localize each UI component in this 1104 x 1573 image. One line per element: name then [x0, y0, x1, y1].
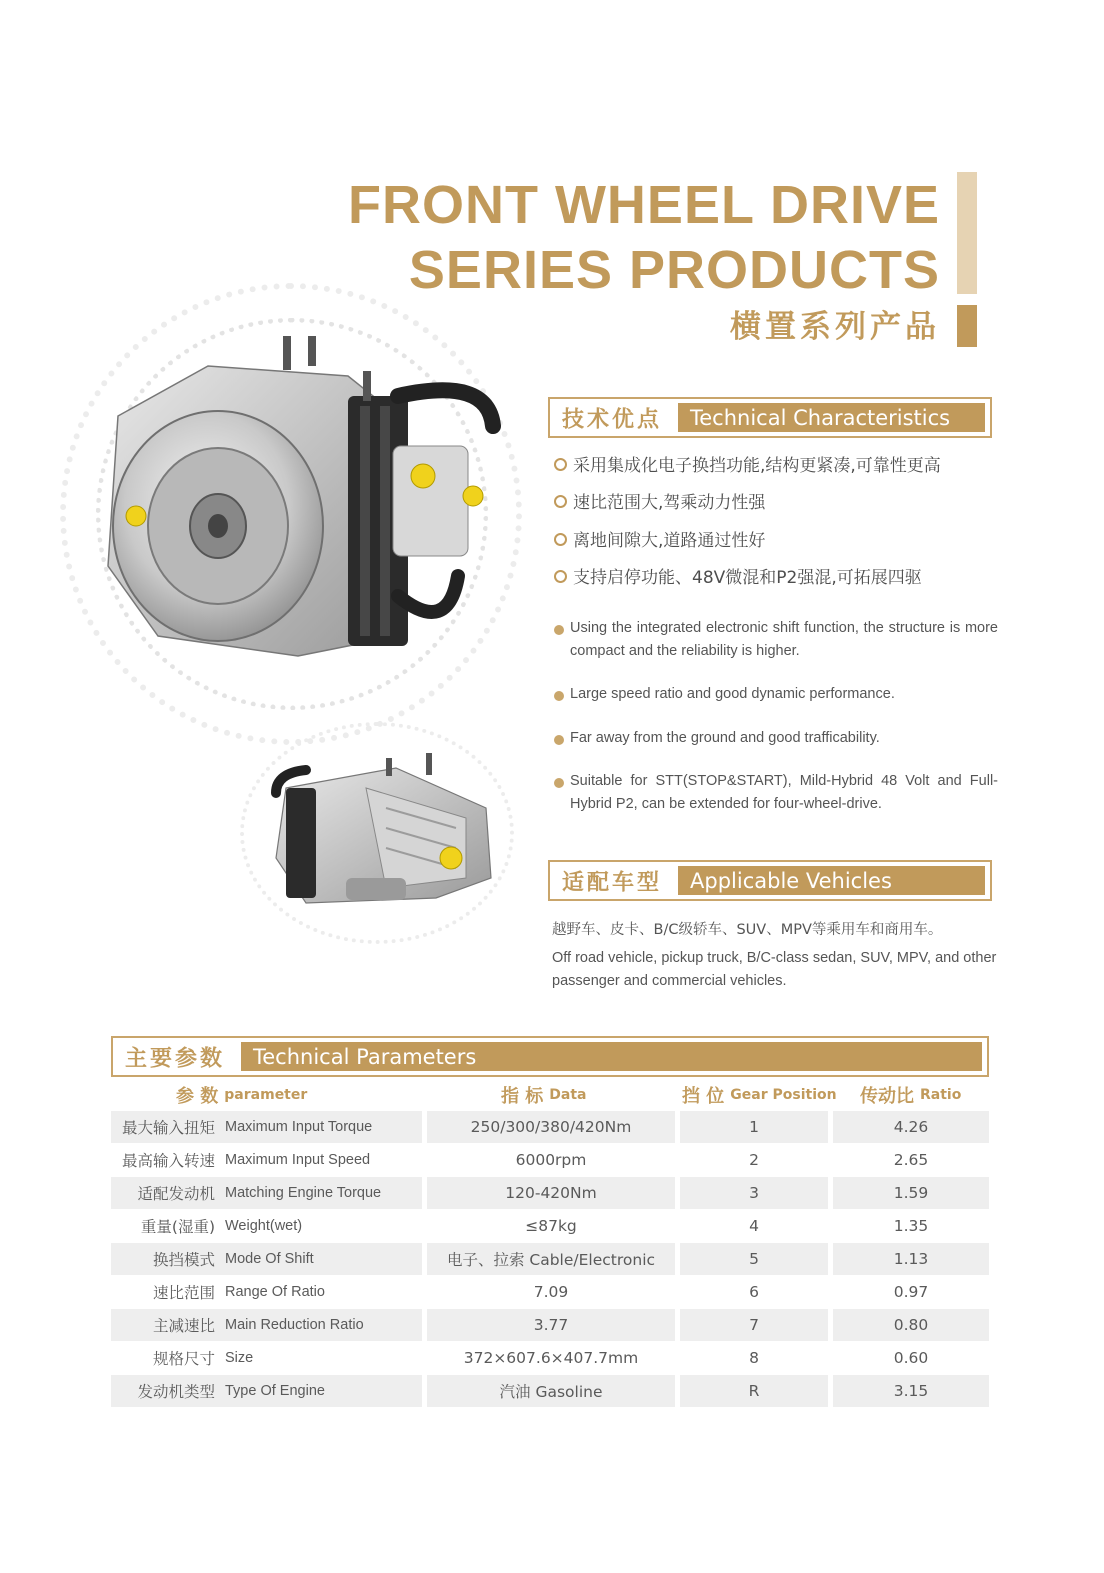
parameter-cell: 最高输入转速 Maximum Input Speed [121, 1152, 371, 1170]
ratio-cell: 4.26 [833, 1111, 989, 1143]
parameter-cell: 发动机类型 Type Of Engine [111, 1375, 422, 1407]
gear-cell: R [680, 1375, 828, 1407]
en-point-3: Far away from the ground and good trafficability. [554, 727, 998, 750]
title-cn-accent-bar [957, 305, 977, 347]
transmission-product-image-2 [266, 748, 496, 912]
parameter-cell: 速比范围 Range Of Ratio [152, 1284, 325, 1302]
en-point-1: Using the integrated electronic shift function, the structure is more compact and the reliability is higher. [554, 617, 998, 663]
gear-cell: 2 [749, 1151, 759, 1169]
ratio-cell: 1.13 [833, 1243, 989, 1275]
table-row [111, 1375, 989, 1407]
table-row [111, 1111, 989, 1143]
table-row [111, 1309, 989, 1341]
data-cell: 3.77 [427, 1309, 675, 1341]
title-accent-bar [957, 172, 977, 294]
ratio-cell: 0.80 [833, 1309, 989, 1341]
ratio-cell: 1.59 [833, 1177, 989, 1209]
title-line-1: FRONT WHEEL DRIVE [347, 175, 940, 235]
table-row [111, 1342, 989, 1374]
applicable-vehicles-header [548, 860, 992, 901]
title-line-2: SERIES PRODUCTS [408, 240, 940, 300]
gear-cell: 7 [680, 1309, 828, 1341]
ring-bullet-icon [554, 458, 567, 471]
data-cell: 6000rpm [515, 1151, 587, 1169]
parameter-cell: 重量(湿重) Weight(wet) [140, 1218, 303, 1236]
tech-characteristics-header-cn: 技术优点 [562, 407, 663, 432]
data-cell: 电子、拉索 Cable/Electronic [427, 1243, 675, 1275]
gear-cell: 6 [749, 1283, 759, 1301]
table-row [111, 1243, 989, 1275]
ring-bullet-icon [554, 533, 567, 546]
gear-cell: 8 [749, 1349, 759, 1367]
parameter-cell: 适配发动机 Matching Engine Torque [111, 1177, 422, 1209]
cn-point-1: 采用集成化电子换挡功能,结构更紧凑,可靠性更高 [554, 458, 941, 475]
ring-bullet-icon [554, 495, 567, 508]
parameter-cell: 换挡模式 Mode Of Shift [111, 1243, 422, 1275]
title-cn: 横置系列产品 [730, 309, 940, 345]
parameter-cell: 最大输入扭矩 Maximum Input Torque [111, 1111, 422, 1143]
column-header-gear: 挡 位 Gear Position [682, 1086, 837, 1107]
data-cell: 汽油 Gasoline [427, 1375, 675, 1407]
data-cell: 250/300/380/420Nm [427, 1111, 675, 1143]
cn-point-3: 离地间隙大,道路通过性好 [554, 533, 765, 550]
table-row [111, 1276, 989, 1308]
data-cell: 7.09 [533, 1283, 569, 1301]
table-row [111, 1210, 989, 1242]
column-header-ratio: 传动比 Ratio [860, 1086, 962, 1107]
dot-bullet-icon [554, 691, 564, 701]
tech-characteristics-header-en: Technical Characteristics [678, 403, 985, 432]
ratio-cell: 0.60 [893, 1349, 929, 1367]
cn-point-4: 支持启停功能、48V微混和P2强混,可拓展四驱 [554, 570, 922, 587]
cn-point-2: 速比范围大,驾乘动力性强 [554, 495, 765, 512]
applicable-vehicles-en: Off road vehicle, pickup truck, B/C-class sedan, SUV, MPV, and other passenger and commercial vehicles. [552, 950, 997, 989]
parameter-cell: 主减速比 Main Reduction Ratio [111, 1309, 422, 1341]
en-point-2: Large speed ratio and good dynamic performance. [554, 683, 998, 706]
applicable-vehicles-cn: 越野车、皮卡、B/C级轿车、SUV、MPV等乘用车和商用车。 [552, 922, 943, 938]
applicable-vehicles-header-en: Applicable Vehicles [678, 866, 985, 895]
parameter-cell: 规格尺寸 Size [152, 1350, 254, 1368]
gear-cell: 1 [680, 1111, 828, 1143]
technical-parameters-header [111, 1036, 989, 1077]
gear-cell: 5 [680, 1243, 828, 1275]
data-cell: 372×607.6×407.7mm [463, 1349, 639, 1367]
technical-parameters-header-cn: 主要参数 [125, 1046, 226, 1071]
transmission-product-image-1 [98, 336, 502, 666]
ratio-cell: 1.35 [893, 1217, 929, 1235]
ratio-cell: 0.97 [893, 1283, 929, 1301]
data-cell: 120-420Nm [427, 1177, 675, 1209]
data-cell: ≤87kg [525, 1217, 577, 1235]
dot-bullet-icon [554, 735, 564, 745]
column-header-data: 指 标 Data [501, 1086, 587, 1107]
ratio-cell: 2.65 [893, 1151, 929, 1169]
tech-characteristics-header [548, 397, 992, 438]
table-row [111, 1144, 989, 1176]
technical-parameters-header-en: Technical Parameters [241, 1042, 982, 1071]
dot-bullet-icon [554, 625, 564, 635]
ratio-cell: 3.15 [833, 1375, 989, 1407]
table-row [111, 1177, 989, 1209]
en-point-4: Suitable for STT(STOP&START), Mild-Hybrid 48 Volt and Full-Hybrid P2, can be extended for four-wheel-drive. [554, 770, 998, 816]
ring-bullet-icon [554, 570, 567, 583]
column-header-parameter: 参 数 parameter [176, 1086, 308, 1107]
gear-cell: 4 [749, 1217, 759, 1235]
gear-cell: 3 [680, 1177, 828, 1209]
applicable-vehicles-header-cn: 适配车型 [562, 870, 663, 895]
dot-bullet-icon [554, 778, 564, 788]
